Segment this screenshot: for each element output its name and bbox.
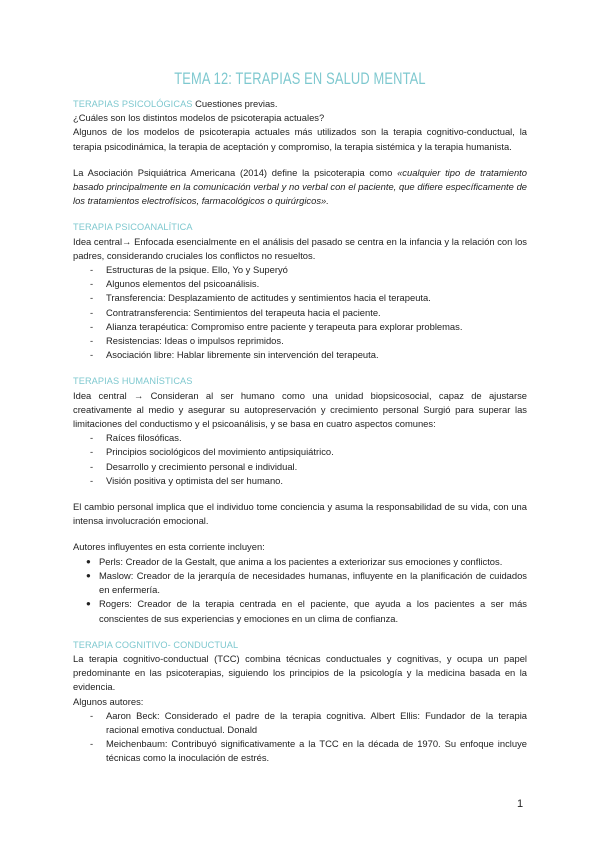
answer-paragraph: Algunos de los modelos de psicoterapia actuales más utilizados son la terapia cognitivo-conductual, la terapia psicodinámica, la terapia de aceptación y compromiso, la terapia sistémica y la terapia humanista.	[73, 126, 527, 152]
page-number: 1	[517, 798, 524, 810]
list-item: - Alianza terapéutica: Compromiso entre paciente y terapeuta para explorar problemas.	[90, 320, 463, 332]
apa-paragraph	[73, 166, 527, 209]
subheading: Cuestiones previas.	[195, 98, 278, 109]
authors-list	[73, 555, 527, 626]
list-item: - Contratransferencia: Sentimientos del terapeuta hacia el paciente.	[90, 306, 381, 318]
document-page	[73, 70, 527, 766]
list-item: - Meichenbaum: Contribuyó significativamente a la TCC en la década de 1970. Su enfoque incluye técnicas como la inoculación de estrés.	[90, 738, 527, 764]
list-item: - Desarrollo y crecimiento personal e individual.	[90, 460, 298, 472]
authors-label: Algunos autores:	[73, 695, 144, 707]
bullet-icon: ●	[86, 599, 91, 609]
list-item: - Raíces filosóficas.	[90, 432, 182, 444]
section-psicologicas-heading-line	[73, 97, 527, 111]
section-heading: TERAPIA COGNITIVO- CONDUCTUAL	[73, 639, 239, 650]
list-item: ● Maslow: Creador de la jerarquía de necesidades humanas, influyente en la planificación de cuidados en enfermería.	[86, 569, 527, 596]
section-heading: TERAPIAS PSICOLÓGICAS	[73, 99, 193, 109]
section-heading: TERAPIA PSICOANALÍTICA	[73, 222, 193, 233]
authors-intro: Autores influyentes en esta corriente incluyen:	[73, 541, 265, 553]
list-item: - Principios sociológicos del movimiento antipsiquiátrico.	[90, 446, 334, 458]
idea-central-paragraph: Idea central → Consideran al ser humano como una unidad biopsicosocial, capaz de ajustarse creativamente al medio y asegurar su autopreservación y crecimiento personal Surgió para superar las limitaciones del conductismo y el psicoanálisis, y se basa en cuatro aspectos comunes:	[73, 389, 527, 430]
cambio-personal-paragraph: El cambio personal implica que el individuo tome conciencia y asuma la responsabilidad de su vida, con una intensa involucración emocional.	[73, 501, 527, 527]
list-item: - Estructuras de la psique. Ello, Yo y Superyó	[90, 264, 288, 276]
section-heading: TERAPIAS HUMANÍSTICAS	[73, 376, 193, 387]
list-item: - Asociación libre: Hablar libremente sin intervención del terapeuta.	[90, 349, 379, 361]
tcc-intro-paragraph: La terapia cognitivo-conductual (TCC) combina técnicas conductuales y cognitivas, y ocupa un papel predominante en las psicoterapias, siguiendo los principios de la psicología y la medicina basada en la evidencia.	[73, 652, 527, 693]
list-item: ● Perls: Creador de la Gestalt, que anima a los pacientes a exteriorizar sus emociones y conflictos.	[73, 555, 527, 569]
tcc-authors-list	[73, 709, 527, 766]
apa-quote: «cualquier tipo de tratamiento basado principalmente en la comunicación verbal y no verbal con el paciente, que difiere específicamente de los tratamientos electrofísicos, farmacológicos o quirúrgicos».	[73, 166, 527, 207]
psicoanalisis-list	[73, 263, 527, 362]
section-cognitivo-heading-line	[73, 638, 527, 652]
humanisticas-list	[73, 431, 527, 488]
section-humanisticas-heading-line	[73, 374, 527, 388]
question-text: ¿Cuáles son los distintos modelos de psicoterapia actuales?	[73, 112, 325, 124]
document-title: TEMA 12: TERAPIAS EN SALUD MENTAL	[174, 70, 426, 88]
idea-central-paragraph: Idea central→ Enfocada esencialmente en el análisis del pasado se centra en la infancia y la relación con los padres, considerando cruciales los conflictos no resueltos.	[73, 235, 527, 261]
bullet-icon: ●	[86, 570, 91, 580]
list-item: - Visión positiva y optimista del ser humano.	[90, 474, 283, 486]
list-item: - Resistencias: Ideas o impulsos reprimidos.	[90, 335, 284, 347]
bullet-icon: ●	[86, 556, 91, 566]
list-item: ● Rogers: Creador de la terapia centrada en el paciente, que ayuda a los pacientes a ser más conscientes de sus experiencias y emociones en un clima de confianza.	[86, 598, 527, 624]
list-item: - Algunos elementos del psicoanálisis.	[90, 278, 260, 290]
list-item: - Transferencia: Desplazamiento de actitudes y sentimientos hacia el terapeuta.	[90, 292, 431, 304]
list-item: - Aaron Beck: Considerado el padre de la terapia cognitiva. Albert Ellis: Fundador de la terapia racional emotiva conductual. Donald	[90, 709, 527, 735]
section-psicoanalitica-heading-line	[73, 220, 527, 234]
apa-intro: La Asociación Psiquiátrica Americana (2014) define la psicoterapia como	[73, 166, 398, 178]
